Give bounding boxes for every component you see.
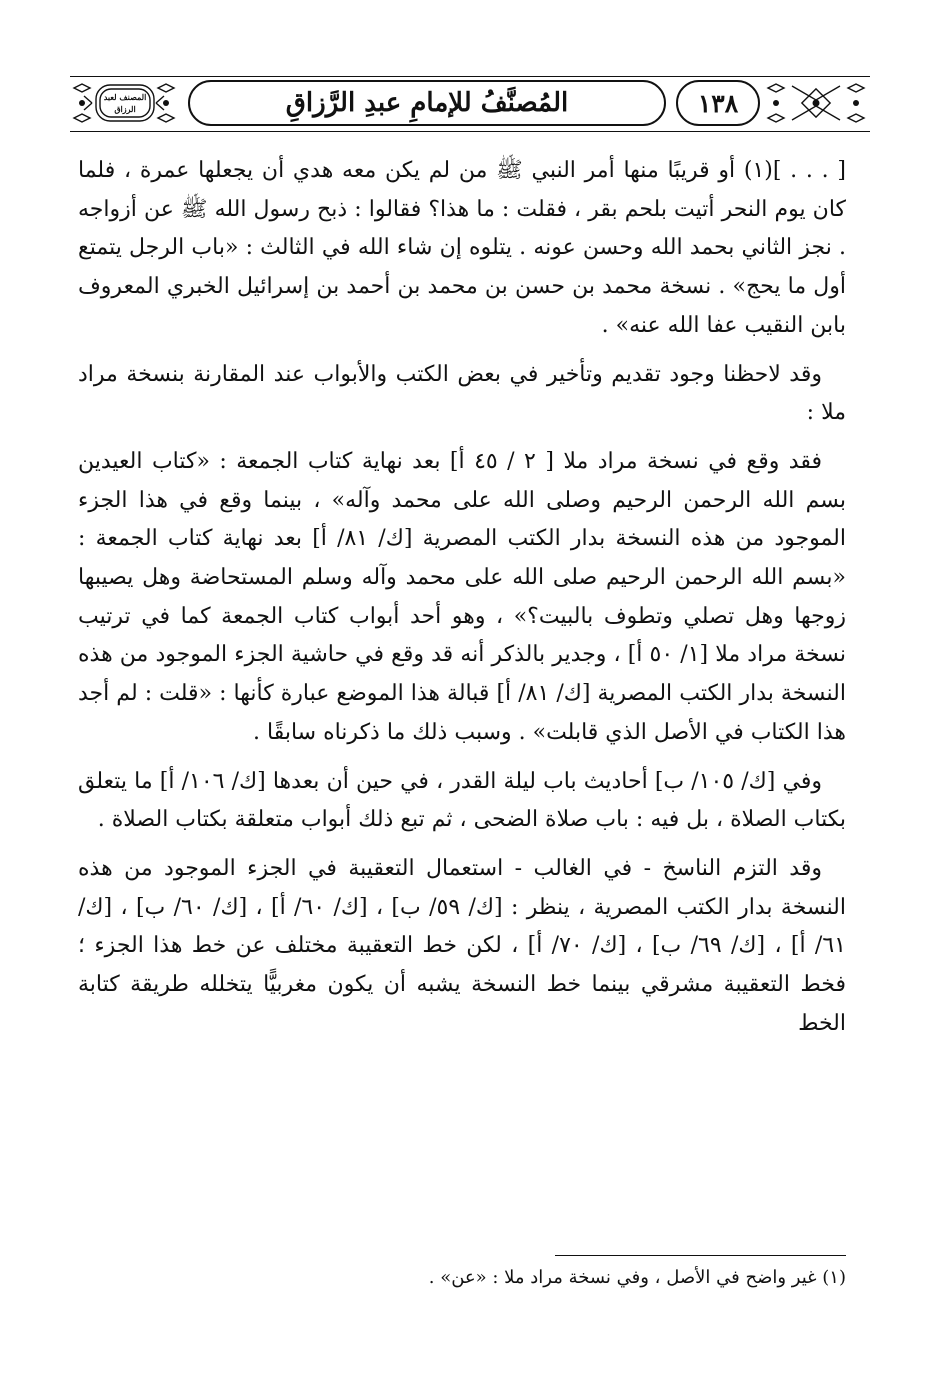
header-right-ornament [762,80,870,126]
book-title-cartouche [188,80,666,126]
running-header [70,76,870,134]
paragraph-laylat-al-qadr: وفي [ك/ ١٠٥/ ب] أحاديث باب ليلة القدر ، في حين أن بعدها [ك/ ١٠٦/ أ] ما يتعلق بكتاب الصلاة ، بل فيه : باب صلاة الضحى ، ثم تبع ذلك أبواب متعلقة بكتاب الصلاة . [78,768,846,833]
header-left-ornament [70,80,178,126]
book-title: المُصنَّفُ للإمامِ عبدِ الرَّزاقِ [285,88,569,118]
paragraph-order-note: وقد لاحظنا وجود تقديم وتأخير في بعض الكتب والأبواب عند المقارنة بنسخة مراد ملا : [78,361,846,426]
paragraph-murad-mulla: فقد وقع في نسخة مراد ملا [ ٢ / ٤٥ أ] بعد نهاية كتاب الجمعة : «كتاب العيدين بسم الله الرحمن الرحيم وصلى الله على محمد وآله» ، بينما وقع في هذا الجزء الموجود من هذه النسخة بدار الكتب المصرية [ك/ ٨١/ أ] بعد نهاية كتاب الجمعة : «بسم الله الرحمن الرحيم صلى الله على محمد وآله وسلم المستحاضة وهل يصيبها زوجها وهل تصلي وتطوف بالبيت؟» ، وهو أحد أبواب كتاب الجمعة كما في ترتيب نسخة مراد ملا [١/ ٥٠ أ] ، وجدير بالذكر أنه قد وقع في حاشية الجزء الموجود من هذه النسخة بدار الكتب المصرية [ك/ ٨١/ أ] قبالة هذا الموضع عبارة كأنها : «قلت : لم أجد هذا الكتاب في الأصل الذي قابلت» . وسبب ذلك ما ذكرناه سابقًا . [78,448,847,745]
emblem-text: المصنف لعبد الرزاق [103,92,147,114]
page-number: ١٣٨ [697,88,739,118]
main-text [78,152,846,1053]
footnote: (١) غير واضح في الأصل ، وفي نسخة مراد ملا : «عن» . [428,1267,846,1288]
header-top-rule [70,76,870,77]
footnote-rule [555,1255,846,1256]
header-bottom-rule [70,131,870,132]
paragraph-continuation: [ . . . ](١) أو قريبًا منها أمر النبي ﷺ من لم يكن معه هدي أن يجعلها عمرة ، فلما كان يوم النحر أتيت بلحم بقر ، فقلت : ما هذا؟ فقالوا : ذبح رسول الله ﷺ عن أزواجه . نجز الثاني بحمد الله وحسن عونه . يتلوه إن شاء الله في الثالث : «باب الرجل يتمتع أول ما يحج» . نسخة محمد بن حسن بن محمد بن أحمد بن إسرائيل الخبري المعروف بابن النقيب عفا الله عنه» . [78,158,847,338]
paragraph-taqibah: وقد التزم الناسخ - في الغالب - استعمال التعقيبة في الجزء الموجود من هذه النسخة بدار الكتب المصرية ، ينظر : [ك/ ٥٩/ ب] ، [ك/ ٦٠/ أ] ، [ك/ ٦٠/ ب] ، [ك/ ٦١/ أ] ، [ك/ ٦٩/ ب] ، [ك/ ٧٠/ أ] ، لكن خط التعقيبة مختلف عن خط هذا الجزء ؛ فخط التعقيبة مشرقي بينما خط النسخة يشبه أن يكون مغربيًّا يتخلله طريقة كتابة الخط [78,855,846,1036]
page-number-cartouche [676,80,760,126]
